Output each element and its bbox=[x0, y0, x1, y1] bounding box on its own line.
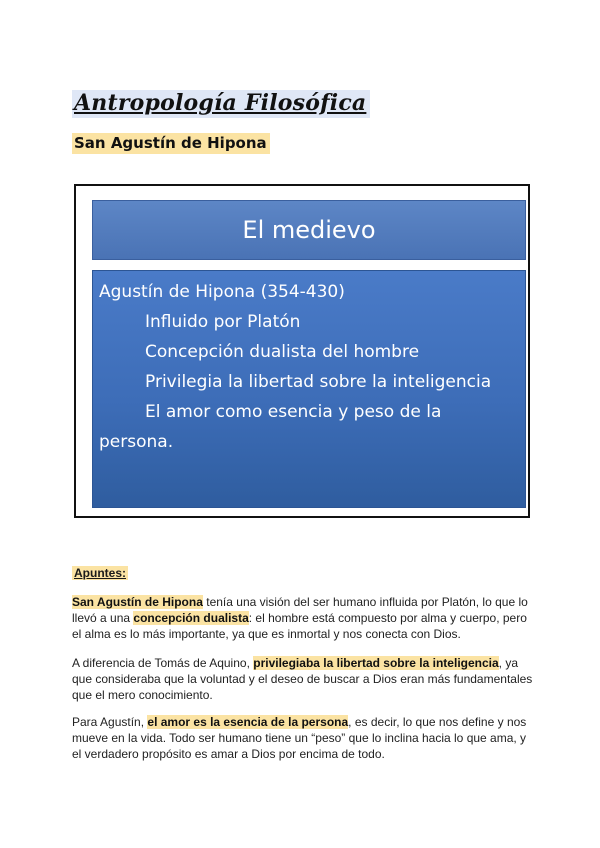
notes-paragraph-2 bbox=[72, 655, 534, 703]
paragraph-text: A diferencia de Tomás de Aquino, bbox=[72, 656, 254, 670]
paragraph-text: : el hombre está compuesto por alma y cuerpo, pero el alma es lo más importante, ya que es inmortal y nos conecta con Dios. bbox=[72, 611, 527, 641]
document-title: Antropología Filosófica bbox=[72, 90, 370, 118]
paragraph-text: Para Agustín, bbox=[72, 715, 148, 729]
highlight: el amor es la esencia de la persona bbox=[147, 715, 349, 729]
highlight: concepción dualista bbox=[133, 611, 249, 625]
paragraph-text: , es decir, lo que nos define y nos mueve en la vida. Todo ser humano tiene un “peso” que lo inclina hacia lo que ama, y el verdadero propósito es amar a Dios por encima de todo. bbox=[72, 715, 527, 761]
slide-line-heading: Agustín de Hipona (354-430) bbox=[99, 282, 345, 302]
slide-image bbox=[74, 184, 530, 518]
paragraph-text: , ya que consideraba que la voluntad y el deseo de buscar a Dios eran más fundamentales que el mero conocimiento. bbox=[72, 656, 533, 702]
slide-line-bullet: Concepción dualista del hombre bbox=[145, 342, 420, 362]
document-subtitle: San Agustín de Hipona bbox=[72, 133, 270, 154]
notes-paragraph-3 bbox=[72, 714, 534, 762]
paragraph-text: tenía una visión del ser humano influida por Platón, lo que lo llevó a una bbox=[72, 595, 528, 625]
slide-line-bullet: El amor como esencia y peso de la bbox=[145, 402, 442, 422]
slide-body bbox=[92, 270, 526, 508]
notes-paragraph-1 bbox=[72, 594, 534, 642]
highlight: privilegiaba la libertad sobre la inteligencia bbox=[253, 656, 499, 670]
slide-line-bullet: Privilegia la libertad sobre la inteligencia bbox=[145, 372, 492, 392]
slide-title: El medievo bbox=[92, 200, 526, 260]
slide-line-bullet: Influido por Platón bbox=[145, 312, 301, 332]
notes-heading: Apuntes: bbox=[74, 566, 126, 580]
slide-line-continuation: persona. bbox=[99, 432, 174, 452]
highlight: San Agustín de Hipona bbox=[72, 595, 203, 609]
